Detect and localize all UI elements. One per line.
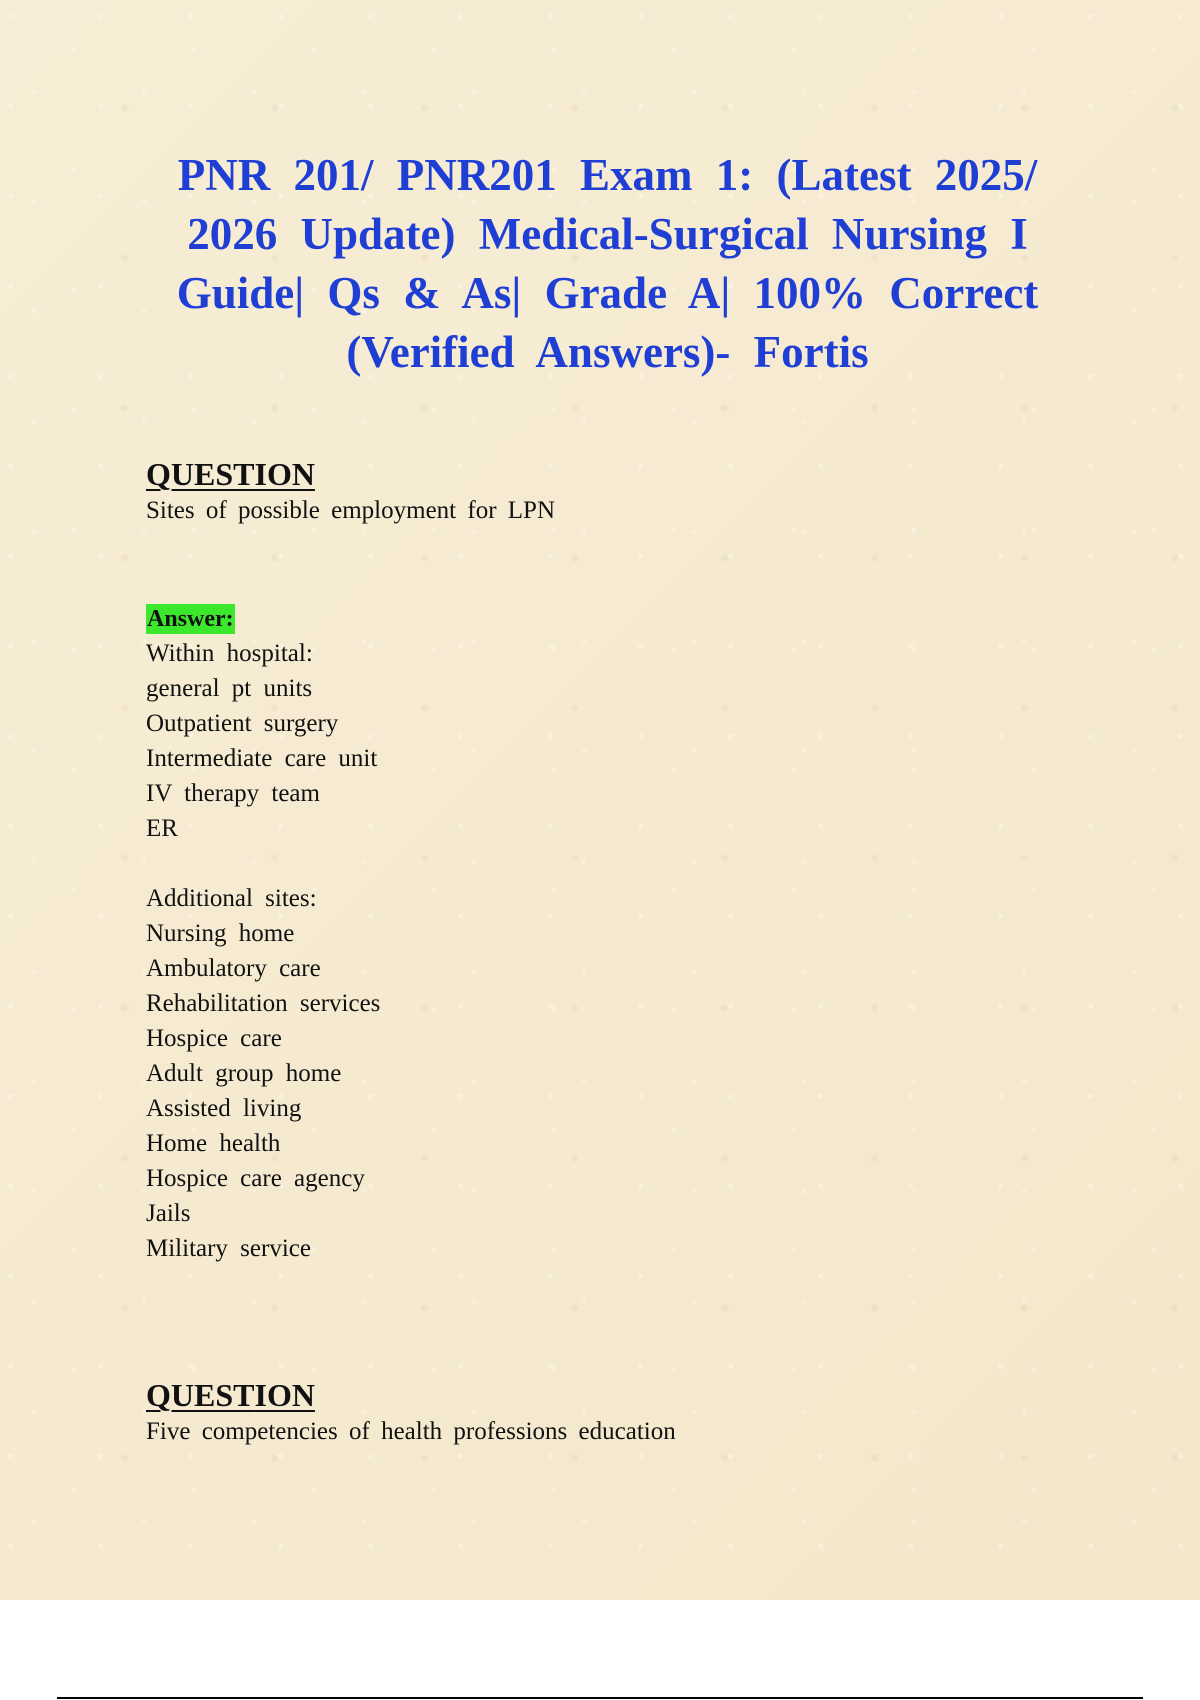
question-text: Five competencies of health professions education xyxy=(146,1418,676,1445)
document-title: PNR 201/ PNR201 Exam 1: (Latest 2025/ 2026 Update) Medical-Surgical Nursing I Guide| Qs & As| Grade A| 100% Correct (Verified Answers)- Fortis xyxy=(176,150,1039,377)
question-block-1 xyxy=(146,456,1046,528)
answer-label: Answer: xyxy=(147,606,234,632)
answer-line: Within hospital: xyxy=(146,640,313,667)
answer-line: IV therapy team xyxy=(146,780,320,807)
answer-line: Outpatient surgery xyxy=(146,710,339,737)
question-text: Sites of possible employment for LPN xyxy=(146,497,555,524)
answer-list xyxy=(146,636,1046,1266)
answer-line: Jails xyxy=(146,1200,191,1227)
answer-line: Home health xyxy=(146,1130,281,1157)
answer-block-1 xyxy=(146,604,1046,1266)
answer-line: ER xyxy=(146,815,178,842)
answer-line: Rehabilitation services xyxy=(146,990,381,1017)
answer-line: Adult group home xyxy=(146,1060,342,1087)
question-heading: QUESTION xyxy=(146,456,315,492)
question-block-2 xyxy=(146,1377,1046,1449)
answer-line: general pt units xyxy=(146,675,313,702)
answer-spacer xyxy=(146,846,1046,881)
answer-line: Intermediate care unit xyxy=(146,745,378,772)
footer-divider xyxy=(57,1697,1143,1699)
question-heading: QUESTION xyxy=(146,1377,315,1413)
answer-line: Hospice care agency xyxy=(146,1165,365,1192)
answer-line: Nursing home xyxy=(146,920,295,947)
answer-line: Additional sites: xyxy=(146,885,317,912)
answer-line: Assisted living xyxy=(146,1095,302,1122)
answer-line: Hospice care xyxy=(146,1025,282,1052)
answer-line: Ambulatory care xyxy=(146,955,321,982)
answer-line: Military service xyxy=(146,1235,311,1262)
